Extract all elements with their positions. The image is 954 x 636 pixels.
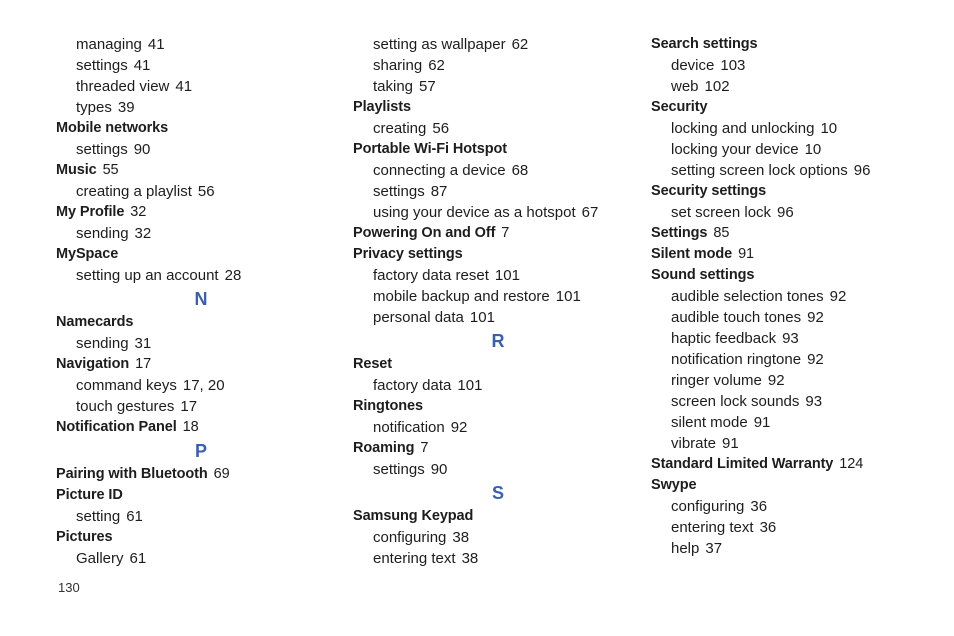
index-term: factory data reset — [373, 267, 489, 284]
index-term: Settings — [651, 225, 708, 241]
index-term: Security — [651, 99, 708, 115]
section-letter: R — [491, 331, 505, 351]
page-reference: 37 — [705, 540, 723, 557]
page-reference: 101 — [494, 267, 520, 284]
page-reference: 67 — [581, 204, 599, 221]
page-reference: 92 — [807, 309, 824, 326]
index-term: Security settings — [651, 183, 767, 199]
page-reference: 92 — [829, 288, 847, 305]
index-term: configuring — [373, 529, 447, 546]
index-subentry — [651, 160, 941, 181]
page-reference: 62 — [428, 57, 445, 74]
index-term: Playlists — [353, 99, 411, 115]
index-term: entering text — [373, 550, 456, 567]
index-heading — [353, 139, 643, 160]
index-term: using your device as a hotspot — [373, 204, 576, 221]
page-reference: 56 — [432, 120, 450, 137]
section-letter: S — [491, 483, 504, 503]
index-subentry — [353, 417, 643, 438]
index-heading — [353, 396, 643, 417]
index-term: My Profile — [56, 204, 125, 220]
index-heading — [56, 244, 346, 265]
index-subentry — [353, 34, 643, 55]
page-reference: 61 — [129, 550, 147, 567]
page-number: 130 — [58, 580, 80, 595]
index-subentry — [56, 55, 346, 76]
index-subentry — [651, 55, 941, 76]
page-reference: 124 — [839, 456, 864, 472]
index-term: managing — [76, 36, 142, 53]
index-term: threaded view — [76, 78, 170, 95]
index-subentry — [353, 548, 643, 569]
index-term: setting screen lock options — [671, 162, 848, 179]
page-reference: 69 — [213, 466, 230, 482]
index-term: setting up an account — [76, 267, 219, 284]
index-heading — [353, 97, 643, 118]
index-term: personal data — [373, 309, 464, 326]
page-reference: 32 — [134, 225, 152, 242]
index-heading — [353, 244, 643, 265]
index-heading — [651, 34, 941, 55]
index-subentry — [353, 375, 643, 396]
index-term: Gallery — [76, 550, 124, 567]
index-term: silent mode — [671, 414, 748, 431]
index-heading — [651, 265, 941, 286]
index-subentry — [353, 307, 643, 328]
index-term: vibrate — [671, 435, 717, 452]
index-subentry — [651, 349, 941, 370]
index-term: touch gestures — [76, 398, 175, 415]
index-heading — [56, 118, 346, 139]
page-reference: 91 — [738, 246, 755, 262]
index-subentry — [651, 370, 941, 391]
page-reference: 17, 20 — [182, 377, 225, 394]
page-reference: 41 — [147, 36, 165, 53]
index-subentry — [56, 76, 346, 97]
index-subentry — [651, 202, 941, 223]
index-term: creating a playlist — [76, 183, 192, 200]
page-reference: 96 — [777, 204, 794, 221]
index-term: Navigation — [56, 356, 130, 372]
index-term: ringer volume — [671, 372, 762, 389]
index-term: locking your device — [671, 141, 799, 158]
index-subentry — [56, 181, 346, 202]
index-term: Silent mode — [651, 246, 733, 262]
page-reference: 17 — [180, 398, 198, 415]
index-term: Portable Wi-Fi Hotspot — [353, 141, 507, 157]
index-heading — [651, 244, 941, 265]
index-term: Search settings — [651, 36, 758, 52]
page-reference: 103 — [720, 57, 746, 74]
index-subentry — [56, 97, 346, 118]
page-reference: 10 — [804, 141, 822, 158]
page-reference: 102 — [704, 78, 730, 95]
index-term: Picture ID — [56, 487, 123, 503]
index-term: set screen lock — [671, 204, 772, 221]
index-subentry — [56, 139, 346, 160]
index-term: Roaming — [353, 440, 415, 456]
page-reference: 57 — [419, 78, 436, 95]
page-reference: 96 — [853, 162, 871, 179]
index-term: entering text — [671, 519, 754, 536]
index-subentry — [56, 265, 346, 286]
page-reference: 41 — [133, 57, 151, 74]
index-subentry — [353, 459, 643, 480]
page-reference: 7 — [420, 440, 429, 456]
page-reference: 38 — [452, 529, 470, 546]
page-reference: 38 — [461, 550, 479, 567]
page-reference: 39 — [117, 99, 135, 116]
index-heading — [56, 485, 346, 506]
index-term: notification — [373, 419, 445, 436]
index-heading — [651, 454, 941, 475]
index-term: Privacy settings — [353, 246, 463, 262]
index-term: settings — [76, 57, 128, 74]
index-subentry — [353, 118, 643, 139]
index-term: web — [671, 78, 699, 95]
index-term: Music — [56, 162, 97, 178]
index-term: help — [671, 540, 700, 557]
index-heading — [353, 506, 643, 527]
index-term: settings — [373, 461, 425, 478]
index-term: haptic feedback — [671, 330, 777, 347]
index-term: notification ringtone — [671, 351, 802, 368]
index-heading — [56, 354, 346, 375]
index-subentry — [353, 55, 643, 76]
index-heading — [651, 181, 941, 202]
index-subentry — [353, 181, 643, 202]
page-reference: 90 — [133, 141, 151, 158]
index-term: setting as wallpaper — [373, 36, 506, 53]
index-subentry — [353, 265, 643, 286]
index-subentry — [651, 517, 941, 538]
section-letter: P — [194, 441, 207, 461]
index-subentry — [651, 139, 941, 160]
page-reference: 93 — [805, 393, 823, 410]
index-subentry — [651, 412, 941, 433]
page-reference: 92 — [767, 372, 785, 389]
index-subentry — [353, 76, 643, 97]
page-reference: 32 — [130, 204, 147, 220]
index-term: factory data — [373, 377, 452, 394]
index-term: device — [671, 57, 715, 74]
page-reference: 91 — [722, 435, 739, 452]
section-letter: N — [194, 289, 208, 309]
index-term: settings — [76, 141, 128, 158]
index-heading — [56, 312, 346, 333]
index-term: Ringtones — [353, 398, 423, 414]
index-heading — [56, 202, 346, 223]
index-term: Powering On and Off — [353, 225, 496, 241]
page-reference: 101 — [457, 377, 483, 394]
index-subentry — [56, 223, 346, 244]
page-reference: 28 — [224, 267, 242, 284]
index-column-2 — [353, 34, 643, 569]
index-subentry — [56, 375, 346, 396]
page-reference: 101 — [555, 288, 581, 305]
index-term: connecting a device — [373, 162, 506, 179]
page-reference: 92 — [807, 351, 824, 368]
index-term: audible selection tones — [671, 288, 824, 305]
index-subentry — [651, 307, 941, 328]
page-reference: 56 — [197, 183, 215, 200]
index-term: Notification Panel — [56, 419, 177, 435]
index-term: Swype — [651, 477, 697, 493]
page-reference: 85 — [713, 225, 730, 241]
page-reference: 18 — [182, 419, 199, 435]
index-term: creating — [373, 120, 427, 137]
index-term: MySpace — [56, 246, 119, 262]
index-term: Namecards — [56, 314, 134, 330]
page-reference: 93 — [782, 330, 799, 347]
index-term: configuring — [671, 498, 745, 515]
index-term: screen lock sounds — [671, 393, 800, 410]
index-subentry — [353, 160, 643, 181]
index-term: settings — [373, 183, 425, 200]
index-term: Sound settings — [651, 267, 755, 283]
index-subentry — [651, 496, 941, 517]
page-reference: 92 — [450, 419, 468, 436]
page-reference: 31 — [134, 335, 152, 352]
page-reference: 101 — [469, 309, 495, 326]
index-term: Reset — [353, 356, 392, 372]
page-reference: 10 — [820, 120, 838, 137]
index-column-3 — [651, 34, 941, 559]
index-term: sending — [76, 335, 129, 352]
index-term: Mobile networks — [56, 120, 169, 136]
index-term: mobile backup and restore — [373, 288, 550, 305]
index-heading — [353, 223, 643, 244]
page-reference: 36 — [759, 519, 777, 536]
index-heading — [651, 223, 941, 244]
index-heading — [651, 475, 941, 496]
page-reference: 55 — [102, 162, 119, 178]
page-reference: 90 — [430, 461, 448, 478]
page-reference: 87 — [430, 183, 448, 200]
index-heading — [56, 464, 346, 485]
index-term: Standard Limited Warranty — [651, 456, 834, 472]
index-subentry — [56, 396, 346, 417]
index-subentry — [651, 328, 941, 349]
index-heading — [353, 438, 643, 459]
index-term: taking — [373, 78, 414, 95]
index-heading — [56, 160, 346, 181]
index-subentry — [651, 118, 941, 139]
index-subentry — [651, 538, 941, 559]
index-term: Pairing with Bluetooth — [56, 466, 208, 482]
index-term: command keys — [76, 377, 177, 394]
index-term: audible touch tones — [671, 309, 802, 326]
page-reference: 36 — [750, 498, 768, 515]
page-reference: 62 — [511, 36, 529, 53]
index-term: Pictures — [56, 529, 113, 545]
index-subentry — [651, 76, 941, 97]
index-subentry — [56, 34, 346, 55]
index-term: Samsung Keypad — [353, 508, 474, 524]
index-term: types — [76, 99, 112, 116]
index-subentry — [651, 433, 941, 454]
index-subentry — [353, 527, 643, 548]
index-column-1 — [56, 34, 346, 569]
index-term: locking and unlocking — [671, 120, 815, 137]
index-subentry — [651, 286, 941, 307]
index-subentry — [56, 506, 346, 527]
index-term: sending — [76, 225, 129, 242]
index-subentry — [353, 202, 643, 223]
page-reference: 17 — [135, 356, 152, 372]
page-reference: 7 — [501, 225, 510, 241]
index-subentry — [56, 548, 346, 569]
index-heading — [56, 417, 346, 438]
index-term: sharing — [373, 57, 423, 74]
page-reference: 91 — [753, 414, 771, 431]
page-reference: 41 — [175, 78, 193, 95]
index-heading — [651, 97, 941, 118]
index-heading — [353, 354, 643, 375]
index-subentry — [353, 286, 643, 307]
index-term: setting — [76, 508, 121, 525]
index-subentry — [651, 391, 941, 412]
index-heading — [56, 527, 346, 548]
page-reference: 68 — [511, 162, 529, 179]
index-subentry — [56, 333, 346, 354]
page-reference: 61 — [126, 508, 143, 525]
